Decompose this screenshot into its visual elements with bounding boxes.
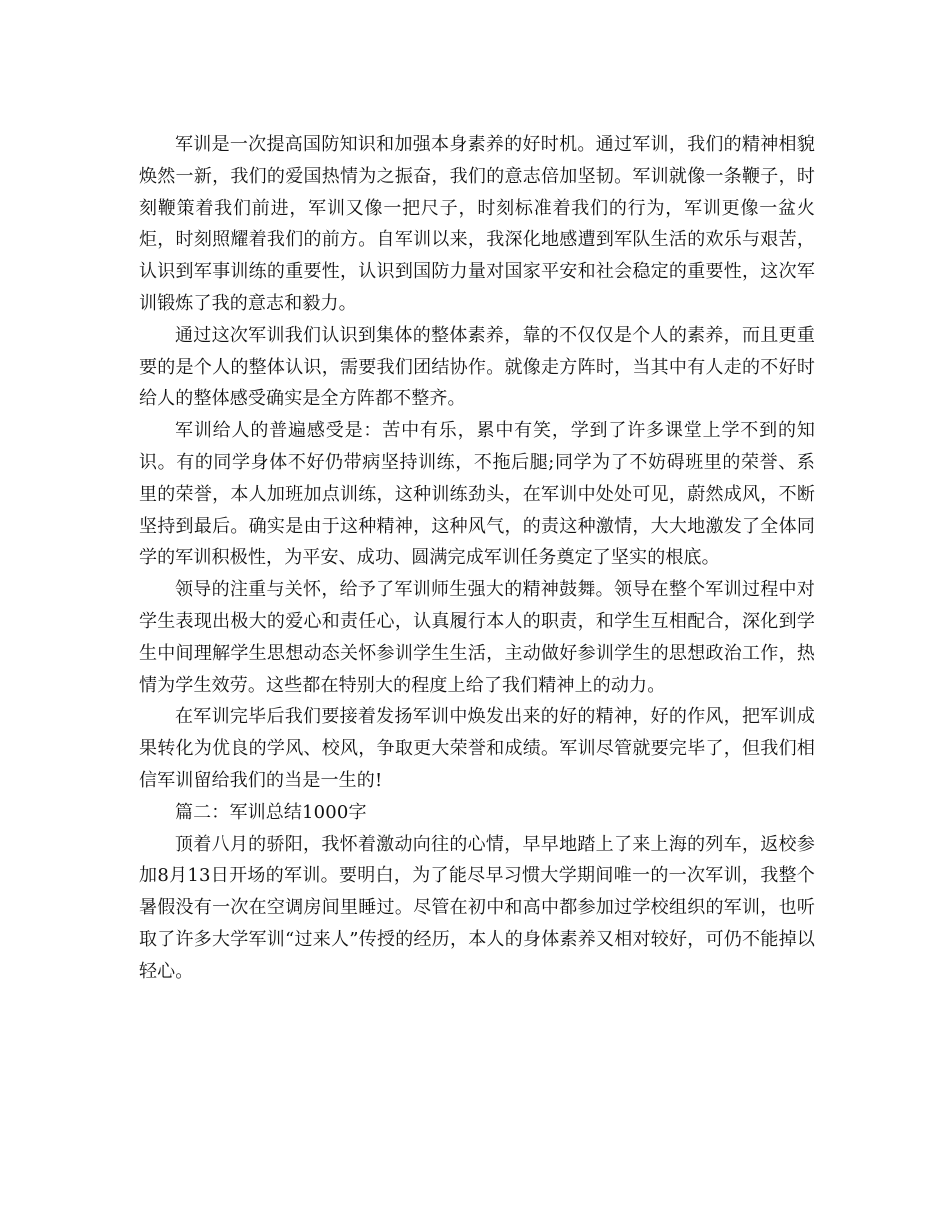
paragraph-1: 军训是一次提高国防知识和加强本身素养的好时机。通过军训，我们的精神相貌焕然一新，我们的爱国热情为之振奋，我们的意志倍加坚韧。军训就像一条鞭子，时刻鞭策着我们前进，军训又像一把尺子，时刻标准着我们的行为，军训更像一盆火炬，时刻照耀着我们的前方。自军训以来，我深化地感遭到军队生活的欢乐与艰苦，认识到军事训练的重要性，认识到国防力量对国家平安和社会稳定的重要性，这次军训锻炼了我的意志和毅力。 (139, 134, 815, 314)
paragraph-5: 在军训完毕后我们要接着发扬军训中焕发出来的好的精神，好的作风，把军训成果转化为优良的学风、校风，争取更大荣誉和成绩。军训尽管就要完毕了，但我们相信军训留给我们的当是一生的! (139, 706, 815, 791)
section-paragraph-1: 顶着八月的骄阳，我怀着激动向往的心情，早早地踏上了来上海的列车，返校参加8月13日开场的军训。要明白，为了能尽早习惯大学期间唯一的一次军训，我整个暑假没有一次在空调房间里睡过。尽管在初中和高中都参加过学校组织的军训，也听取了许多大学军训“过来人”传授的经历，本人的身体素养又相对较好，可仍不能掉以轻心。 (139, 833, 815, 982)
paragraph-2: 通过这次军训我们认识到集体的整体素养，靠的不仅仅是个人的素养，而且更重要的是个人的整体认识，需要我们团结协作。就像走方阵时，当其中有人走的不好时给人的整体感受确实是全方阵都不整齐。 (139, 324, 815, 410)
paragraph-3: 军训给人的普遍感受是：苦中有乐，累中有笑，学到了许多课堂上学不到的知识。有的同学身体不好仍带病坚持训练，不拖后腿;同学为了不妨碍班里的荣誉、系里的荣誉，本人加班加点训练，这种训练劲头，在军训中处处可见，蔚然成风，不断坚持到最后。确实是由于这种精神，这种风气，的责这种激情，大大地激发了全体同学的军训积极性，为平安、成功、圆满完成军训任务奠定了坚实的根底。 (139, 420, 815, 569)
document-body (139, 129, 815, 988)
section-heading: 篇二：军训总结1000字 (175, 801, 367, 823)
paragraph-4: 领导的注重与关怀，给予了军训师生强大的精神鼓舞。领导在整个军训过程中对学生表现出极大的爱心和责任心，认真履行本人的职责，和学生互相配合，深化到学生中间理解学生思想动态关怀参训学生生活，主动做好参训学生的思想政治工作，热情为学生效劳。这些都在特别大的程度上给了我们精神上的动力。 (139, 579, 815, 696)
